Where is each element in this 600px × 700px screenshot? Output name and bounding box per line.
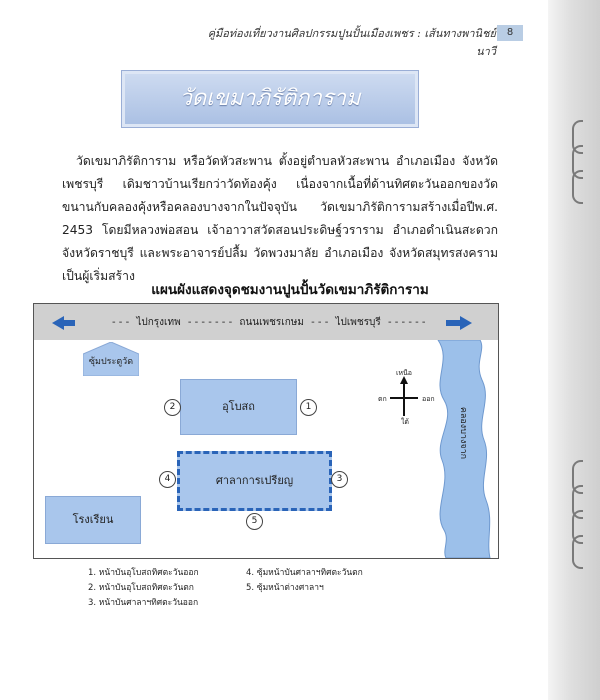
binding-ring — [572, 170, 583, 204]
legend-item: 2. หน้าบันอุโบสถทิศตะวันตก — [88, 583, 194, 593]
road-left-label: ไปกรุงเทพ — [136, 317, 181, 328]
sala-label: ศาลาการเปรียญ — [215, 474, 294, 487]
road-band — [34, 304, 498, 340]
sala-building — [177, 451, 332, 511]
canal — [430, 340, 498, 558]
page-title: วัดเขมาภิรัติการาม — [179, 86, 361, 111]
compass-north: เหนือ — [396, 369, 412, 377]
ubosot-label: อุโบสถ — [222, 400, 255, 413]
arrow-left-shaft — [63, 320, 75, 326]
marker-4: 4 — [159, 471, 176, 488]
school-label: โรงเรียน — [72, 513, 114, 526]
marker-3: 3 — [331, 471, 348, 488]
school-building — [45, 496, 141, 544]
compass-south: ใต้ — [401, 418, 409, 426]
marker-1: 1 — [300, 399, 317, 416]
road-right-label: ไปเพชรบุรี — [335, 317, 381, 328]
road-label: - - - ไปกรุงเทพ - - - - - - - ถนนเพชรเกษม - - - ไปเพชรบุรี - - - - - - — [112, 317, 426, 328]
temple-gate — [83, 342, 139, 376]
ubosot-building — [180, 379, 297, 435]
road-center-label: ถนนเพชรเกษม — [239, 317, 304, 328]
compass-east: ออก — [422, 395, 435, 403]
title-banner — [121, 70, 419, 128]
marker-2: 2 — [164, 399, 181, 416]
legend-item: 5. ซุ้มหน้าต่างศาลาฯ — [246, 583, 324, 593]
legend-column-1 — [88, 565, 199, 610]
binding-spine — [548, 0, 600, 700]
legend-column-2 — [246, 565, 363, 595]
legend-item: 3. หน้าบันศาลาฯทิศตะวันออก — [88, 598, 199, 608]
legend-item: 4. ซุ้มหน้าบันศาลาฯทิศตะวันตก — [246, 568, 363, 578]
map-title: แผนผังแสดงจุดชมงานปูนปั้นวัดเขมาภิรัติการาม — [151, 282, 429, 298]
body-paragraph: วัดเขมาภิรัติการาม หรือวัดหัวสะพาน ตั้งอยู่ตำบลหัวสะพาน อำเภอเมือง จังหวัดเพชรบุรี เดิมชาวบ้านเรียกว่าวัดท้องคุ้ง เนื่องจากเนื้อที่ด้านทิศตะวันออกของวัดขนานกับคลองคุ้งหรือคลองบางจากในปัจจุบัน วัดเขมาภิรัติการามสร้างเมื่อปีพ.ศ. 2453 โดยมีหลวงพ่อสอน เจ้าอาวาสวัดสอนประดิษฐ์วราราม อำเภอดำเนินสะดวก จังหวัดราชบุรี และพระอาจารย์ปลื้ม วัดพวงมาลัย อำเภอเมือง จังหวัดสมุทรสงครามเป็นผู้เริ่มสร้าง — [62, 154, 498, 283]
page-number: 8 — [497, 25, 523, 41]
site-map — [33, 303, 499, 559]
canal-label: คลองบางจาก — [458, 406, 468, 460]
running-header: คู่มือท่องเที่ยวงานศิลปกรรมปูนปั้นเมืองเพชร : เส้นทางพานิชย์นาวี — [207, 27, 496, 58]
legend-item: 1. หน้าบันอุโบสถทิศตะวันออก — [88, 568, 199, 578]
arrow-right-shaft — [446, 320, 460, 326]
arrow-right-icon — [460, 316, 472, 330]
marker-5: 5 — [246, 513, 263, 530]
gate-label: ซุ้มประตูวัด — [88, 357, 134, 367]
compass-west: ตก — [378, 395, 387, 403]
binding-ring — [572, 535, 583, 569]
